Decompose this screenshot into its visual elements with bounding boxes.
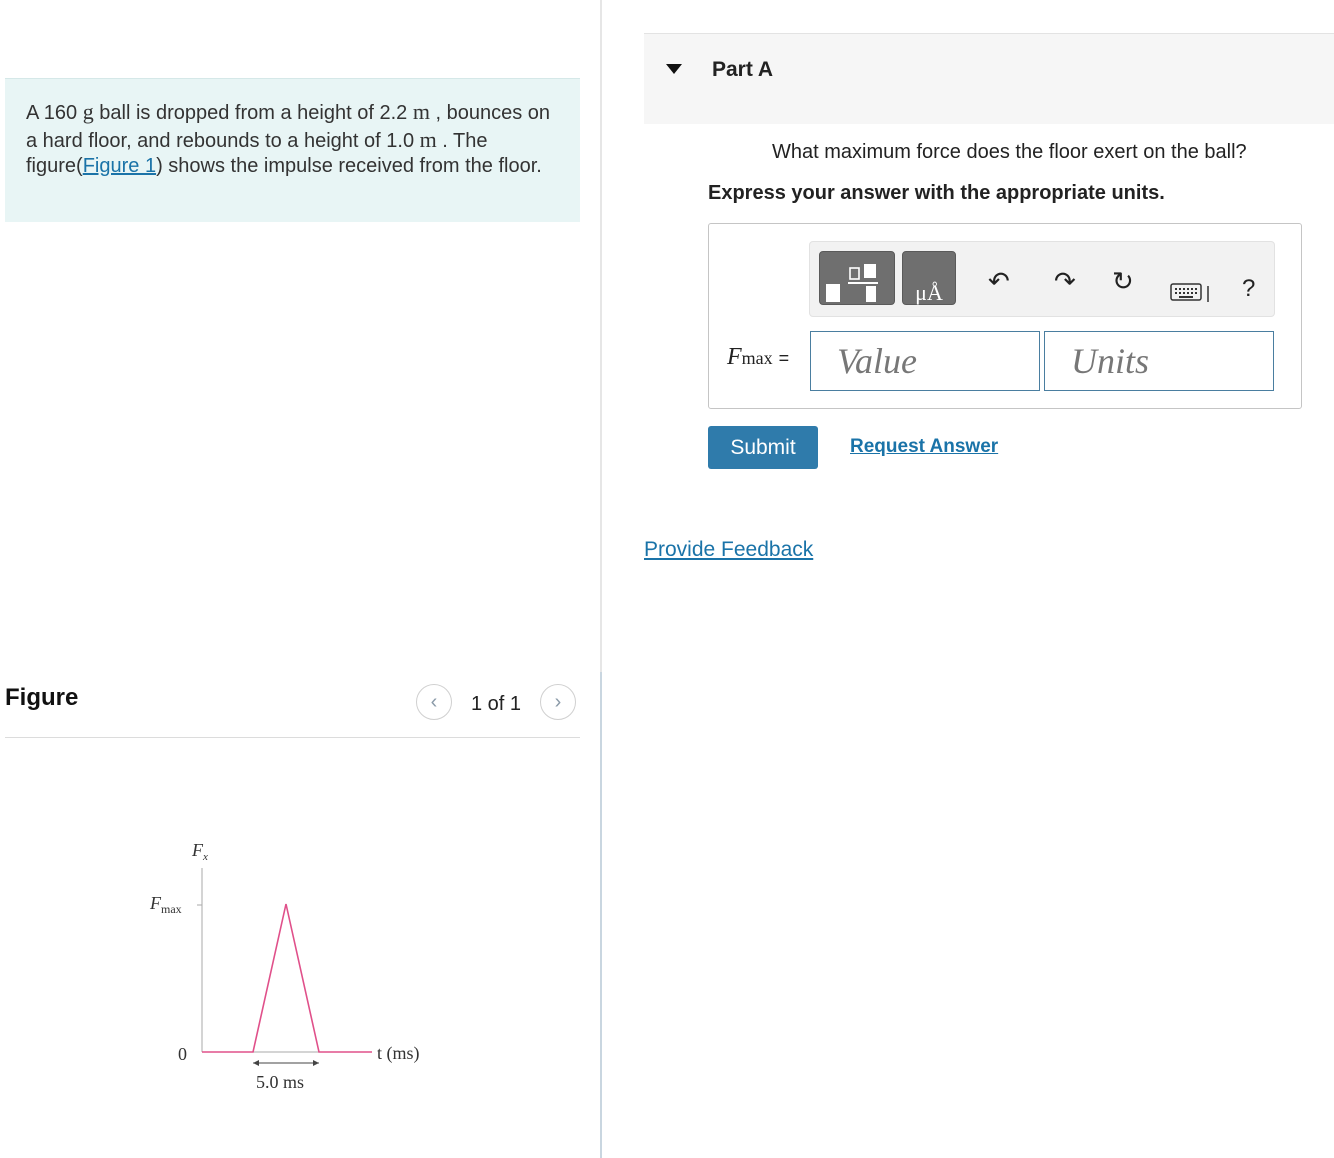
keyboard-icon[interactable] <box>1170 282 1210 304</box>
instruction-text: Express your answer with the appropriate units. <box>708 182 1165 204</box>
problem-statement <box>5 78 580 222</box>
impulse-pulse <box>202 904 372 1052</box>
math-toolbar <box>809 241 1275 317</box>
units-angstrom-icon: μÅ <box>915 280 943 305</box>
part-header[interactable] <box>644 33 1334 124</box>
template-button[interactable] <box>819 251 895 305</box>
problem-text: ) shows the impulse received from the floor. <box>156 155 542 177</box>
chevron-left-icon: ‹ <box>430 690 438 713</box>
part-title: Part A <box>712 58 774 81</box>
x-axis-label: t (ms) <box>377 1043 420 1063</box>
zero-label: 0 <box>178 1044 187 1064</box>
figure-link[interactable]: Figure 1 <box>82 155 157 177</box>
duration-arrow-left <box>253 1060 259 1066</box>
mass-unit: g <box>82 99 94 124</box>
problem-text: , bounces on a hard floor, and rebounds to a height of 1.0 <box>26 102 551 152</box>
figure-title: Figure <box>5 684 79 711</box>
next-figure-button[interactable] <box>540 684 576 720</box>
redo-icon[interactable]: ↷ <box>1054 266 1076 296</box>
impulse-graph <box>140 830 440 1100</box>
question-text: What maximum force does the floor exert on the ball? <box>772 141 1247 163</box>
duration-arrow-right <box>313 1060 319 1066</box>
fmax-label: $F_{max}$ <box>150 893 182 916</box>
problem-text: ball is dropped from a height of 2.2 <box>93 102 413 124</box>
provide-feedback-link[interactable]: Provide Feedback <box>644 538 814 561</box>
problem-text: . The figure( <box>26 129 488 177</box>
request-answer-link[interactable]: Request Answer <box>850 436 999 457</box>
value-input[interactable]: Value <box>810 331 1040 391</box>
y-axis-label: $F_x$ <box>192 840 208 863</box>
reset-icon[interactable]: ↻ <box>1112 266 1134 296</box>
left-pane <box>0 0 600 1158</box>
undo-icon[interactable]: ↶ <box>988 266 1010 296</box>
collapse-triangle-icon[interactable] <box>666 64 682 74</box>
chevron-right-icon: › <box>554 690 562 713</box>
height-unit: m <box>419 126 437 152</box>
submit-button[interactable]: Submit <box>708 426 818 469</box>
figure-header <box>5 680 580 738</box>
right-pane <box>602 0 1334 1158</box>
figure-pager: 1 of 1 <box>471 693 522 715</box>
equation-label: Fmax = <box>727 344 790 370</box>
answer-box <box>708 223 1302 409</box>
problem-text: A 160 <box>26 102 83 124</box>
units-button[interactable] <box>902 251 956 305</box>
prev-figure-button[interactable] <box>416 684 452 720</box>
duration-label: 5.0 ms <box>256 1072 305 1092</box>
units-input[interactable]: Units <box>1044 331 1274 391</box>
height-unit: m <box>412 99 430 124</box>
fraction-template-icon <box>820 252 894 304</box>
help-button[interactable]: ? <box>1242 275 1256 302</box>
